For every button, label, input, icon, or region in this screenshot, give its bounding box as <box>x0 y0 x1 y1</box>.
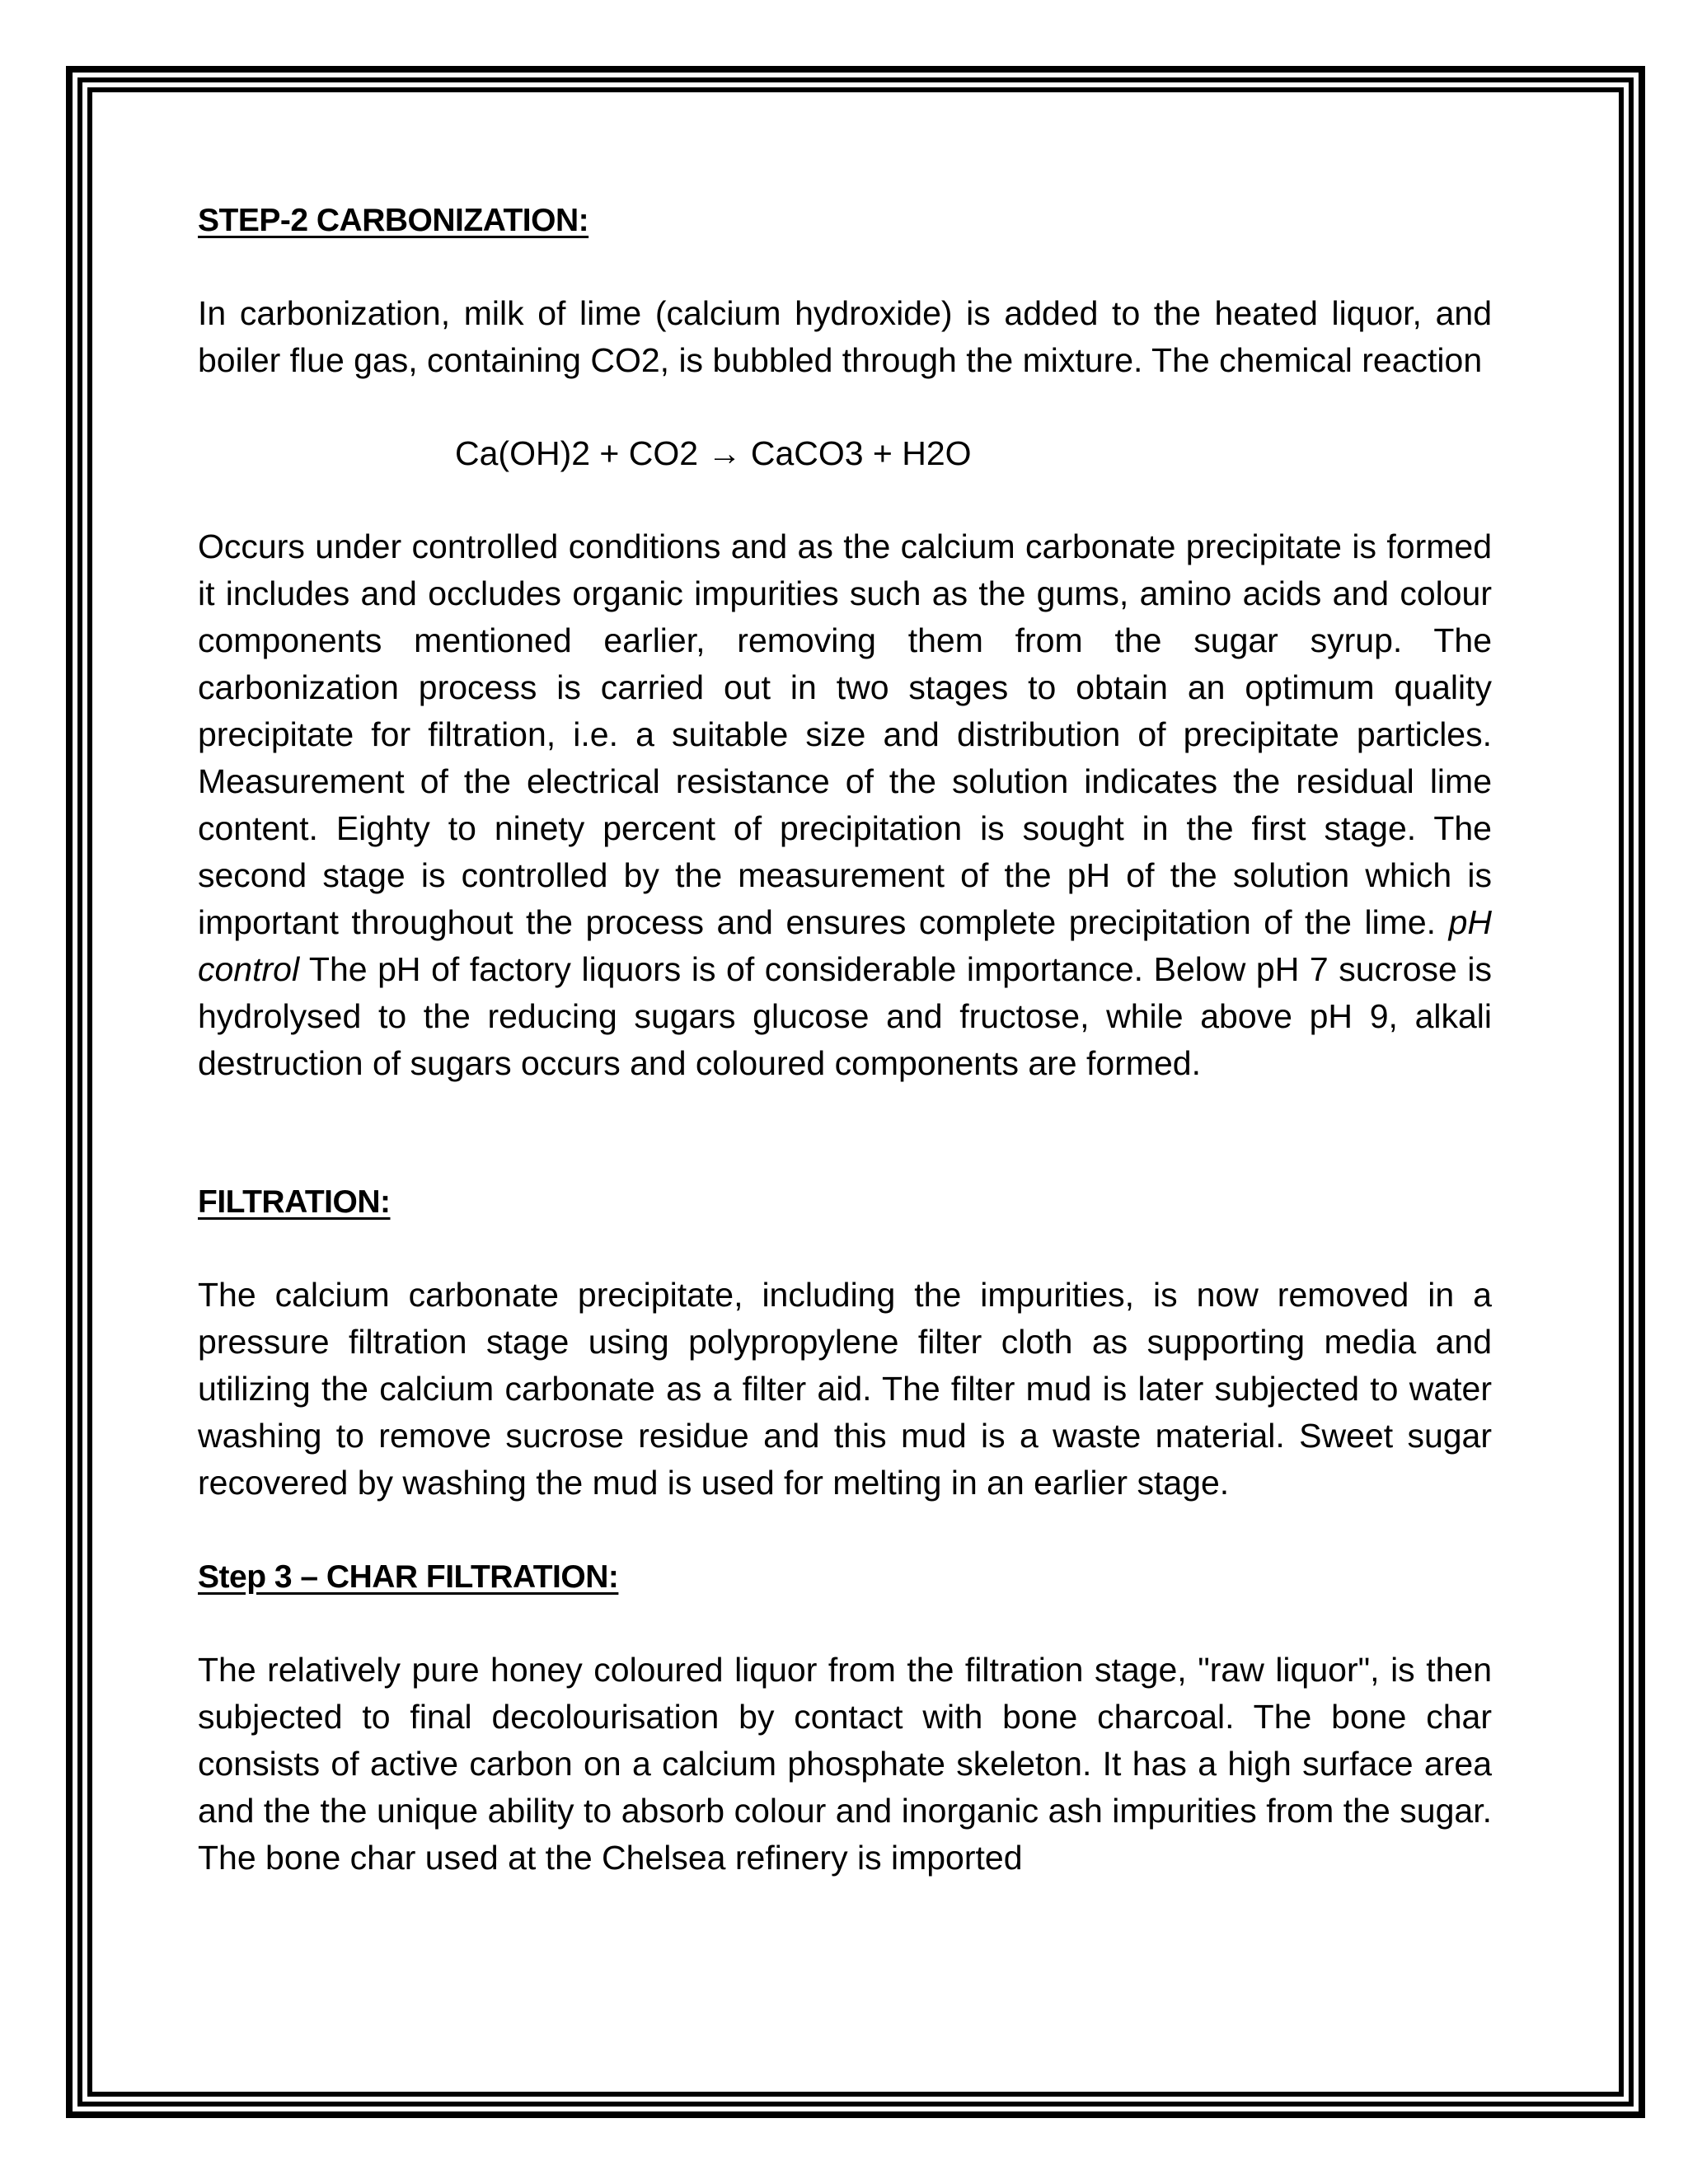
filtration-paragraph: The calcium carbonate precipitate, including the impurities, is now removed in a pressure filtration stage using polypropylene filter cloth as supporting media and utilizing the calcium carbonate as a filter aid. The filter mud is later subjected to water washing to remove sucrose residue and this mud is a waste material. Sweet sugar recovered by washing the mud is used for melting in an earlier stage. <box>198 1276 1492 1502</box>
step2-body-paragraph <box>198 523 1492 1087</box>
step2-intro-paragraph: In carbonization, milk of lime (calcium hydroxide) is added to the heated liquor, and boiler flue gas, containing CO2, is bubbled through the mixture. The chemical reaction <box>198 294 1492 379</box>
ph-control-italic: pH control <box>198 903 1492 988</box>
filtration-heading: FILTRATION: <box>198 1184 391 1220</box>
chemical-equation: Ca(OH)2 + CO2 → CaCO3 + H2O <box>455 434 972 472</box>
document-body <box>198 198 1492 1882</box>
step3-heading: Step 3 – CHAR FILTRATION: <box>198 1559 619 1595</box>
step2-body-part2: The pH of factory liquors is of considerable importance. Below pH 7 sucrose is hydrolysed to the reducing sugars glucose and fructose, while above pH 9, alkali destruction of sugars occurs and coloured components are formed. <box>198 950 1492 1082</box>
step2-heading: STEP-2 CARBONIZATION: <box>198 203 589 238</box>
step3-paragraph: The relatively pure honey coloured liquor from the filtration stage, "raw liquor", is then subjected to final decolourisation by contact with bone charcoal. The bone char consists of active carbon on a calcium phosphate skeleton. It has a high surface area and the the unique ability to absorb colour and inorganic ash impurities from the sugar. The bone char used at the Chelsea refinery is imported <box>198 1651 1492 1877</box>
step2-body-part1: Occurs under controlled conditions and as the calcium carbonate precipitate is formed it includes and occludes organic impurities such as the gums, amino acids and colour components mentioned earlier, removing them from the sugar syrup. The carbonization process is carried out in two stages to obtain an optimum quality precipitate for filtration, i.e. a suitable size and distribution of precipitate particles. Measurement of the electrical resistance of the solution indicates the residual lime content. Eighty to ninety percent of precipitation is sought in the first stage. The second stage is controlled by the measurement of the pH of the solution which is important throughout the process and ensures complete precipitation of the lime. <box>198 527 1492 941</box>
